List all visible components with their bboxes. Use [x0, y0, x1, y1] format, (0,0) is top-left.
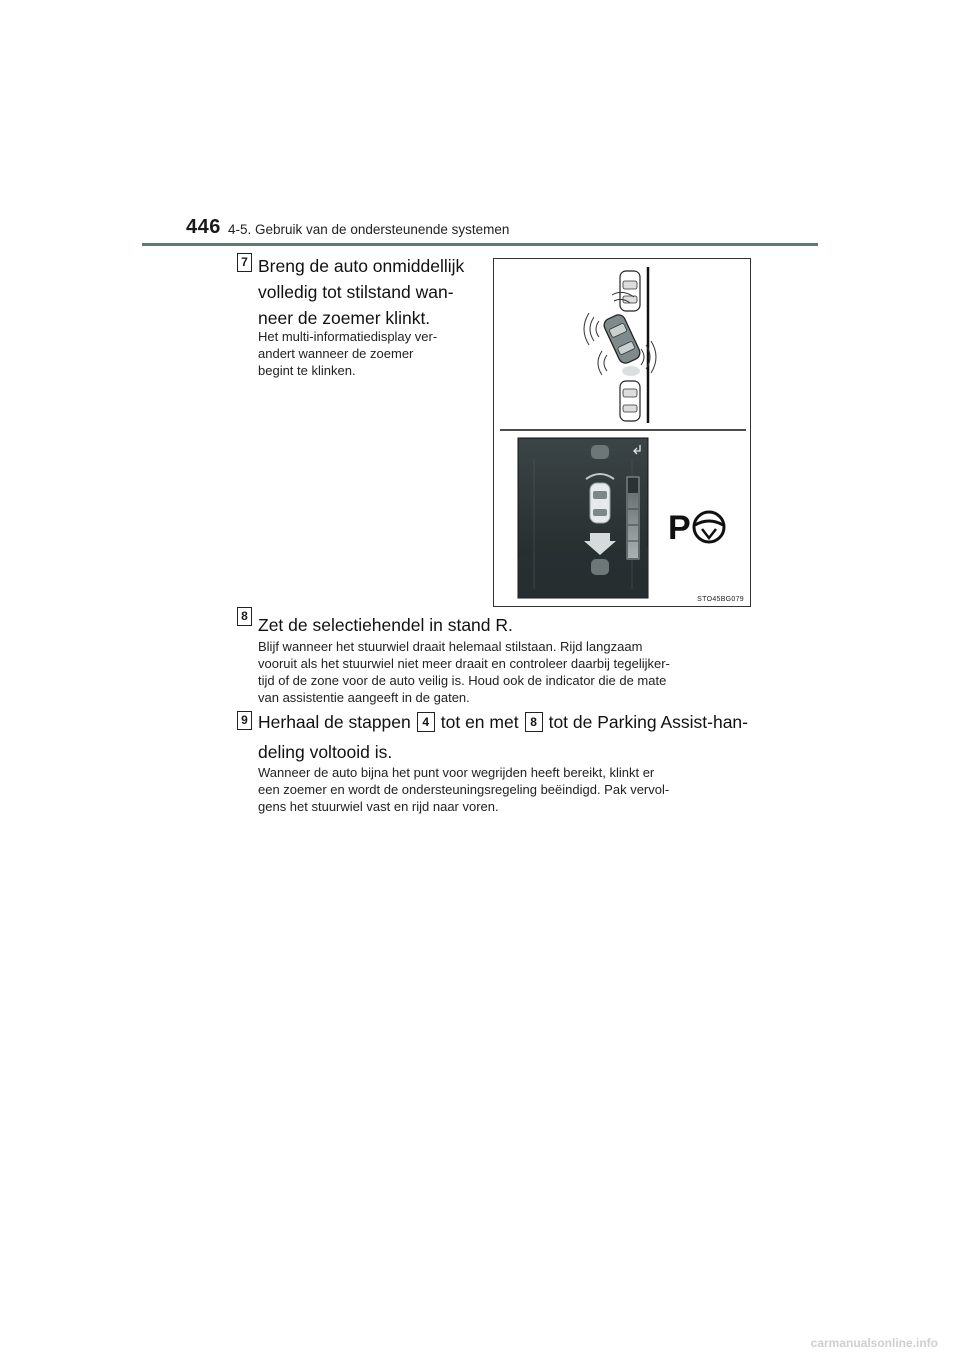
step-9-title-line-2: deling voltooid is.	[258, 742, 393, 762]
parking-assist-figure	[493, 258, 751, 607]
rear-sensor-highlight	[622, 366, 640, 376]
step-badge-8: 8	[237, 607, 252, 626]
step-9-title-part-3: tot de Parking Assist-han-	[548, 712, 748, 732]
step-9-title-line-1	[258, 709, 748, 735]
step-badge-7: 7	[237, 253, 252, 272]
step-9-desc-line-2: een zoemer en wordt de ondersteuningsregeling beëindigd. Pak vervol-	[258, 782, 670, 797]
step-8-desc-line-1: Blijf wanneer het stuurwiel draait helemaal stilstaan. Rijd langzaam	[258, 639, 643, 654]
header-rule	[142, 243, 818, 246]
step-badge-9: 9	[237, 711, 252, 730]
step-8-description	[258, 638, 748, 706]
step-7-title-line-2: volledig tot stilstand wan-	[258, 282, 454, 302]
step-8-desc-line-3: tijd of de zone voor de auto veilig is. Houd ook de indicator die de mate	[258, 673, 667, 688]
own-car	[602, 313, 642, 366]
step-reference-4[interactable]: 4	[417, 712, 435, 732]
step-9-desc-line-1: Wanneer de auto bijna het punt voor wegrijden heeft bereikt, klinkt er	[258, 765, 655, 780]
figure-code: STO45BG079	[697, 596, 744, 603]
step-9-desc-line-3: gens het stuurwiel vast en rijd naar voren.	[258, 799, 499, 814]
step-7-title	[258, 253, 478, 331]
step-8-desc-line-2: vooruit als het stuurwiel niet meer draait en controleer daarbij tegelijker-	[258, 656, 670, 671]
parking-assist-illustration	[494, 259, 750, 606]
step-9-description	[258, 764, 748, 815]
step-8-title: Zet de selectiehendel in stand R.	[258, 615, 513, 635]
step-reference-8[interactable]: 8	[525, 712, 543, 732]
page-number: 446	[186, 216, 221, 238]
section-title: 4-5. Gebruik van de ondersteunende systemen	[228, 222, 510, 237]
steering-wheel-icon	[694, 512, 724, 542]
step-9-title-part-2: tot en met	[440, 712, 519, 732]
step-7-title-line-3: neer de zoemer klinkt.	[258, 308, 431, 328]
parked-car-rear	[620, 381, 640, 421]
step-8-desc-line-4: van assistentie aangeeft in de gaten.	[258, 690, 470, 705]
step-7-title-line-1: Breng de auto onmiddellijk	[258, 256, 465, 276]
step-9-title	[258, 709, 748, 765]
step-7-desc-line-2: andert wanneer de zoemer	[258, 346, 414, 361]
step-7-desc-line-1: Het multi-informatiedisplay ver-	[258, 329, 438, 344]
display-letter: P	[668, 509, 691, 547]
step-7-description	[258, 328, 478, 379]
parked-car-front	[620, 271, 640, 311]
footer-watermark[interactable]: carmanualsonline.info	[810, 1336, 938, 1350]
step-7-desc-line-3: begint te klinken.	[258, 363, 356, 378]
step-9-title-part-1: Herhaal de stappen	[258, 712, 411, 732]
